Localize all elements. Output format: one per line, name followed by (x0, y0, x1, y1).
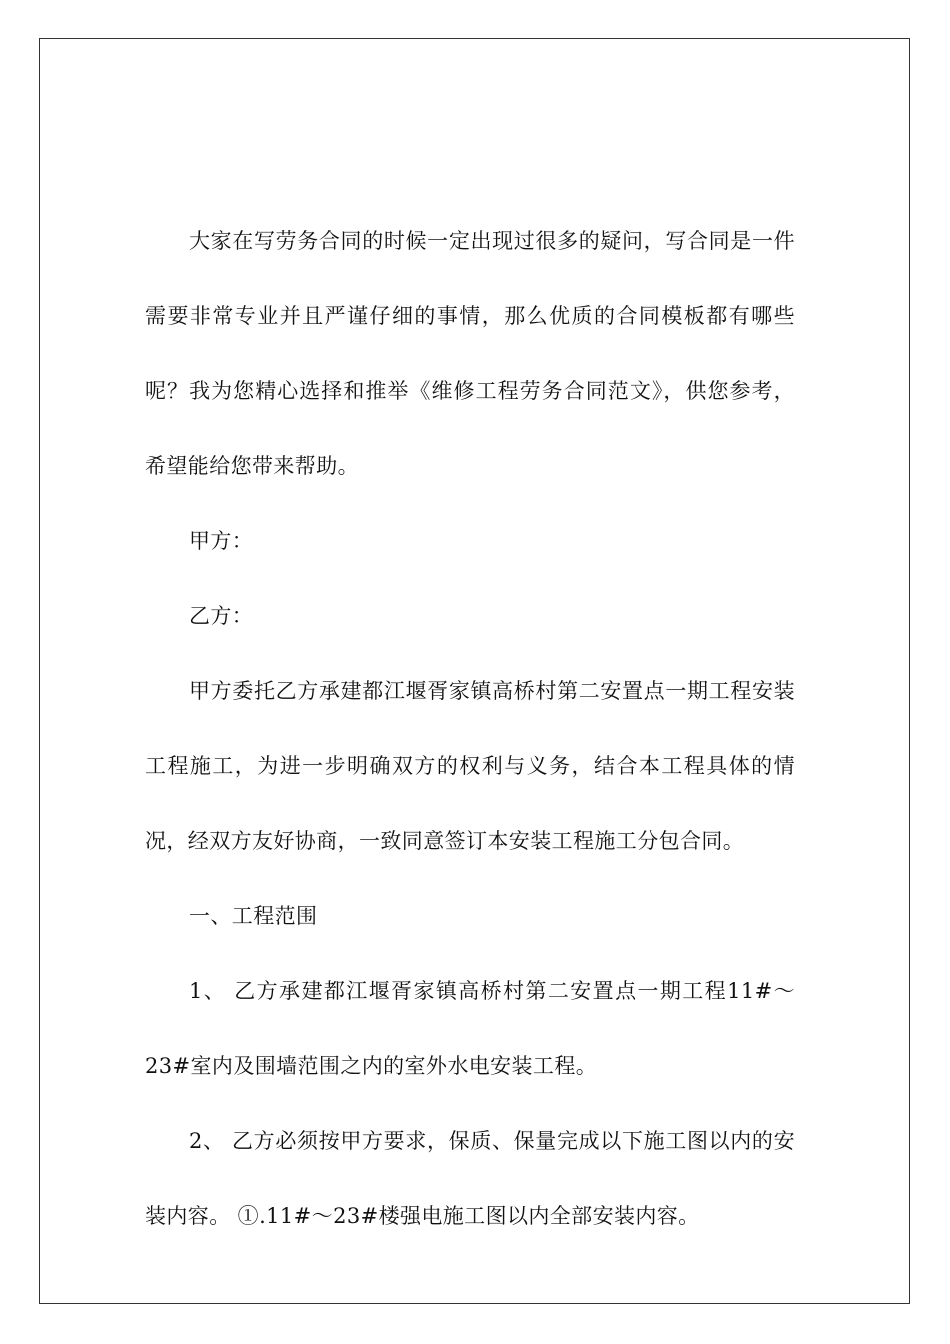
section-heading-scope: 一、工程范围 (189, 904, 318, 928)
party-b-label: 乙方： (189, 604, 254, 628)
party-a-label: 甲方： (189, 529, 254, 553)
clause-1: 1、 乙方承建都江堰胥家镇高桥村第二安置点一期工程11#～23#室内及围墙范围之内的室外水电安装工程。 (145, 979, 795, 1078)
agreement-paragraph: 甲方委托乙方承建都江堰胥家镇高桥村第二安置点一期工程安装工程施工，为进一步明确双方的权利与义务，结合本工程具体的情况，经双方友好协商，一致同意签订本安装工程施工分包合同。 (145, 679, 795, 853)
intro-paragraph: 大家在写劳务合同的时候一定出现过很多的疑问，写合同是一件需要非常专业并且严谨仔细的事情，那么优质的合同模板都有哪些呢？我为您精心选择和推举《维修工程劳务合同范文》，供您参考，希望能给您带来帮助。 (145, 229, 795, 478)
document-body (145, 204, 795, 1254)
clause-2: 2、 乙方必须按甲方要求，保质、保量完成以下施工图以内的安装内容。 ①.11#～23#楼强电施工图以内全部安装内容。 (145, 1129, 795, 1228)
